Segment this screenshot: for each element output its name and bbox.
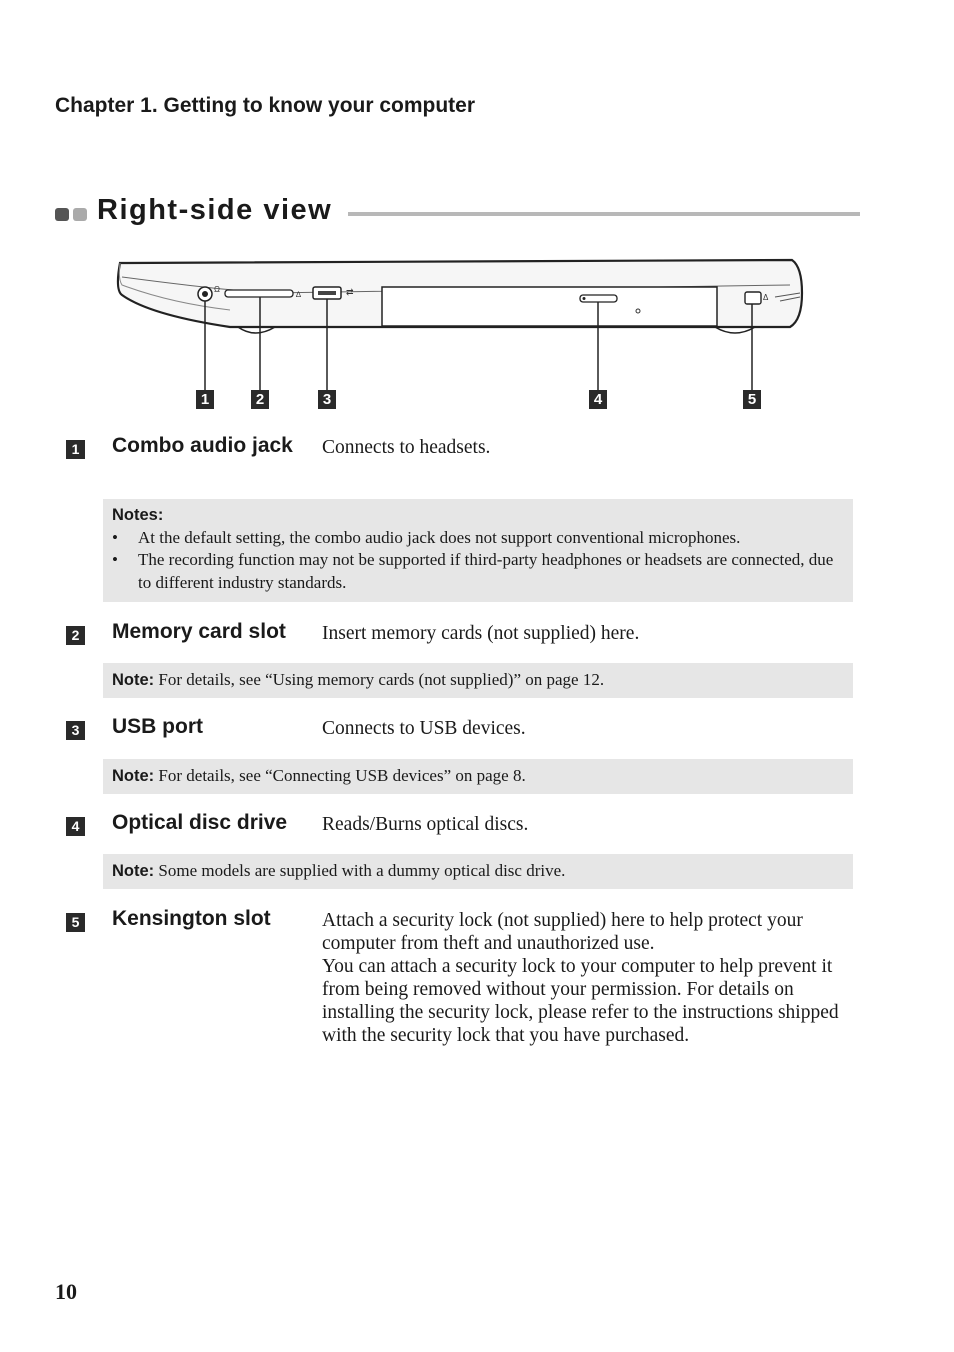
item-description: Reads/Burns optical discs.: [322, 814, 529, 835]
item-description: Connects to headsets.: [322, 437, 491, 458]
item-description: Insert memory cards (not supplied) here.: [322, 623, 640, 644]
section-heading: [55, 194, 860, 234]
note-box: [103, 499, 853, 602]
item-number: 3: [66, 721, 85, 740]
item-optical-disc-drive: [66, 811, 856, 841]
note-text: For details, see “Using memory cards (not supplied)” on page 12.: [158, 670, 605, 689]
laptop-side-drawing: [110, 255, 810, 420]
note-list: [112, 527, 839, 595]
description-paragraph: Attach a security lock (not supplied) here to help protect your computer from theft and unauthorized use.: [322, 910, 803, 954]
heading-square-icon: [73, 208, 87, 221]
item-number: 4: [66, 817, 85, 836]
item-number: 5: [66, 913, 85, 932]
chapter-heading: Chapter 1. Getting to know your computer: [55, 94, 476, 117]
note-bullet: • At the default setting, the combo audio jack does not support conventional microphones.: [112, 527, 839, 550]
callout-2: 2: [251, 390, 269, 409]
section-rule: [348, 212, 860, 216]
laptop-right-side-illustration: [110, 255, 810, 420]
item-kensington-slot: [66, 907, 856, 1077]
page-number: 10: [55, 1279, 77, 1304]
callout-5: 5: [743, 390, 761, 409]
item-number: 1: [66, 440, 85, 459]
svg-text:∆: ∆: [296, 290, 301, 299]
memory-card-slot-icon: [225, 290, 293, 297]
item-term: USB port: [112, 715, 203, 738]
note-box: [103, 759, 853, 794]
item-term: Memory card slot: [112, 620, 286, 643]
svg-text:Ω: Ω: [214, 285, 220, 294]
item-memory-card-slot: [66, 620, 856, 650]
heading-square-icon: [55, 208, 69, 221]
callout-4: 4: [589, 390, 607, 409]
item-description: Connects to USB devices.: [322, 718, 526, 739]
note-box: [103, 854, 853, 889]
item-combo-audio-jack: [66, 434, 856, 484]
item-term: Optical disc drive: [112, 811, 288, 834]
note-label: Note:: [112, 671, 155, 689]
item-number: 2: [66, 626, 85, 645]
note-label: Note:: [112, 862, 155, 880]
item-term: Combo audio jack: [112, 434, 293, 457]
description-paragraph: You can attach a security lock to your computer to help prevent it from being removed without your permission. For details on installing the security lock, please refer to the instructions shipped with the security lock that you have purchased.: [322, 956, 839, 1046]
section-title: Right-side view: [97, 194, 333, 226]
note-text: For details, see “Connecting USB devices” on page 8.: [158, 766, 526, 785]
item-description: [322, 909, 842, 1047]
kensington-slot-icon: [745, 292, 761, 304]
svg-text:⇄: ⇄: [346, 287, 354, 297]
svg-text:Δ: Δ: [763, 293, 769, 302]
optical-drive-tray: [382, 287, 717, 326]
note-bullet: • The recording function may not be supported if third-party headphones or headsets are connected, due to different industry standards.: [112, 549, 839, 594]
note-box: [103, 663, 853, 698]
eject-button-icon: [580, 295, 617, 302]
note-label: Notes:: [112, 506, 164, 524]
callout-1: 1: [196, 390, 214, 409]
note-text: Some models are supplied with a dummy optical disc drive.: [158, 861, 566, 880]
note-label: Note:: [112, 767, 155, 785]
item-term: Kensington slot: [112, 907, 271, 930]
callout-3: 3: [318, 390, 336, 409]
item-usb-port: [66, 715, 856, 745]
